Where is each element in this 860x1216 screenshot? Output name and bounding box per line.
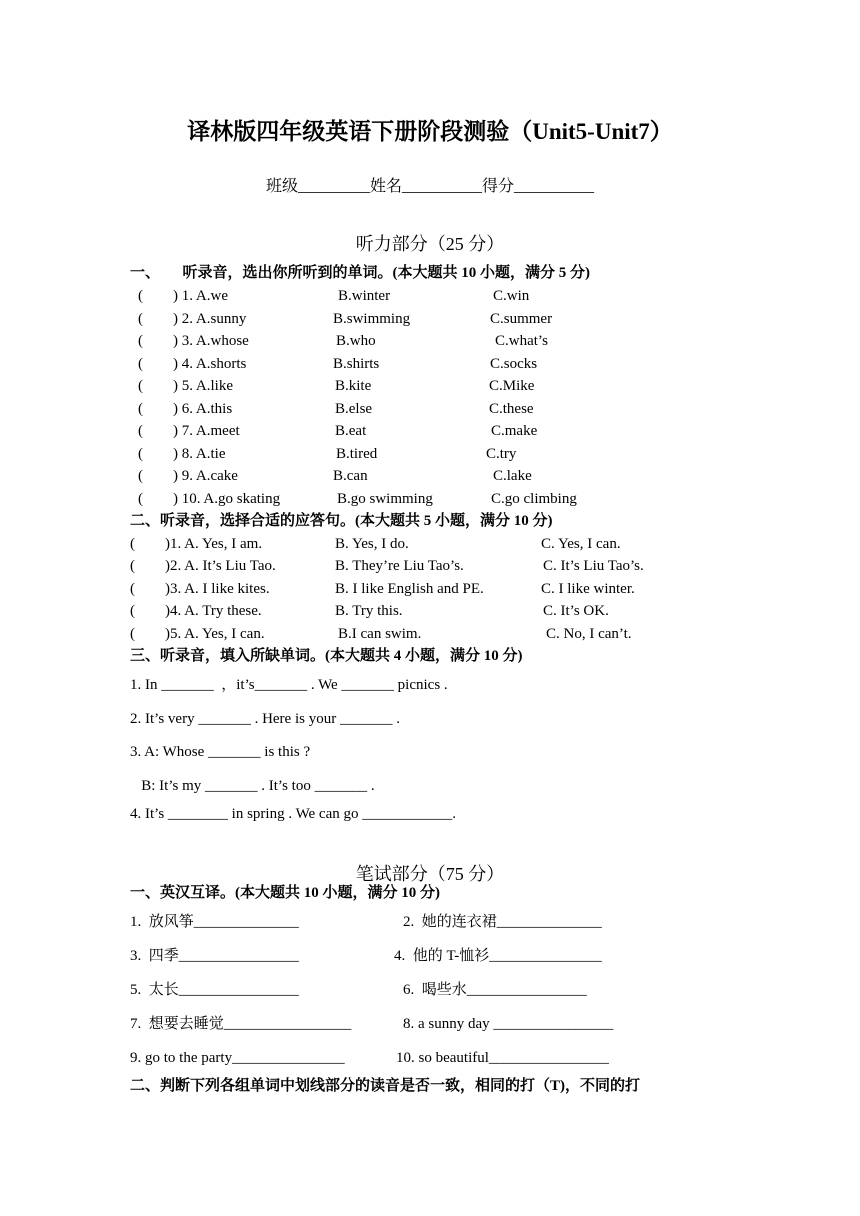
translation-item: 5. 太长________________ xyxy=(130,982,299,998)
translation-item: 10. so beautiful________________ xyxy=(396,1050,609,1066)
question-option-a: ( )3. A. I like kites. xyxy=(130,581,270,597)
question-option-a: ( ) 3. A.whose xyxy=(138,333,249,349)
question-option-a: ( )2. A. It’s Liu Tao. xyxy=(130,558,276,574)
fill-blank-line: B: It’s my _______ . It’s too _______ . xyxy=(130,778,375,794)
question-option-a: ( )5. A. Yes, I can. xyxy=(130,626,265,642)
question-option-b: B.kite xyxy=(335,378,372,394)
fill-blank-line: 1. In _______ ，it’s_______ . We _______ picnics . xyxy=(130,677,448,693)
question-option-b: B.who xyxy=(336,333,376,349)
question-option-c: C.Mike xyxy=(489,378,535,394)
question-option-b: B. They’re Liu Tao’s. xyxy=(335,558,464,574)
fill-blank-line: 4. It’s ________ in spring . We can go ____________. xyxy=(130,806,456,822)
question-option-b: B.tired xyxy=(336,446,378,462)
fill-blank-line: 3. A: Whose _______ is this ? xyxy=(130,744,311,760)
translation-item: 7. 想要去睡觉_________________ xyxy=(130,1016,352,1032)
question-option-b: B. Try this. xyxy=(335,603,403,619)
question-option-a: ( )1. A. Yes, I am. xyxy=(130,536,263,552)
question-option-a: ( )4. A. Try these. xyxy=(130,603,262,619)
question-option-a: ( ) 4. A.shorts xyxy=(138,356,247,372)
fill-blank-line: 2. It’s very _______ . Here is your _______ . xyxy=(130,711,400,727)
question-option-b: B. I like English and PE. xyxy=(335,581,484,597)
question-option-c: C.win xyxy=(493,288,530,304)
listening-part1-heading: 一、 听录音，选出你所听到的单词。(本大题共 10 小题，满分 5 分) xyxy=(130,265,590,281)
question-option-c: C.these xyxy=(489,401,534,417)
question-option-c: C.make xyxy=(491,423,538,439)
listening-part3-heading: 三、听录音，填入所缺单词。(本大题共 4 小题，满分 10 分) xyxy=(130,648,523,664)
question-option-c: C.what’s xyxy=(495,333,548,349)
listening-section-title: 听力部分（25 分） xyxy=(355,234,505,254)
writing-part1-heading: 一、英汉互译。(本大题共 10 小题，满分 10 分) xyxy=(130,885,440,901)
translation-item: 2. 她的连衣裙______________ xyxy=(403,914,602,930)
translation-item: 4. 他的 T-恤衫_______________ xyxy=(394,948,602,964)
question-option-c: C. No, I can’t. xyxy=(546,626,632,642)
translation-item: 6. 喝些水________________ xyxy=(403,982,587,998)
question-option-b: B.can xyxy=(333,468,368,484)
question-option-a: ( ) 9. A.cake xyxy=(138,468,238,484)
question-option-b: B.winter xyxy=(338,288,391,304)
translation-item: 8. a sunny day ________________ xyxy=(403,1016,614,1032)
question-option-a: ( ) 7. A.meet xyxy=(138,423,240,439)
question-option-b: B.swimming xyxy=(333,311,411,327)
question-option-a: ( ) 2. A.sunny xyxy=(138,311,247,327)
question-option-c: C.socks xyxy=(490,356,538,372)
page-title: 译林版四年级英语下册阶段测验（Unit5-Unit7） xyxy=(187,119,673,144)
question-option-c: C. I like winter. xyxy=(541,581,635,597)
question-option-c: C. It’s Liu Tao’s. xyxy=(543,558,644,574)
question-option-c: C.summer xyxy=(490,311,553,327)
writing-part2-heading: 二、判断下列各组单词中划线部分的读音是否一致，相同的打（T)，不同的打 xyxy=(130,1078,641,1094)
question-option-b: B. Yes, I do. xyxy=(335,536,409,552)
question-option-a: ( ) 5. A.like xyxy=(138,378,233,394)
translation-item: 9. go to the party_______________ xyxy=(130,1050,345,1066)
translation-item: 3. 四季________________ xyxy=(130,948,299,964)
translation-item: 1. 放风筝______________ xyxy=(130,914,299,930)
question-option-a: ( ) 1. A.we xyxy=(138,288,228,304)
question-option-b: B.I can swim. xyxy=(338,626,422,642)
writing-section-title: 笔试部分（75 分） xyxy=(355,864,505,884)
listening-part2-heading: 二、听录音，选择合适的应答句。(本大题共 5 小题，满分 10 分) xyxy=(130,513,553,529)
question-option-b: B.else xyxy=(335,401,373,417)
question-option-c: C.try xyxy=(486,446,517,462)
question-option-c: C.lake xyxy=(493,468,532,484)
question-option-a: ( ) 10. A.go skating xyxy=(138,491,281,507)
question-option-c: C.go climbing xyxy=(491,491,577,507)
question-option-b: B.go swimming xyxy=(337,491,433,507)
student-info-line: 班级_________姓名__________得分__________ xyxy=(265,178,594,195)
question-option-b: B.eat xyxy=(335,423,367,439)
question-option-c: C. Yes, I can. xyxy=(541,536,621,552)
question-option-a: ( ) 8. A.tie xyxy=(138,446,226,462)
question-option-c: C. It’s OK. xyxy=(543,603,609,619)
question-option-b: B.shirts xyxy=(333,356,380,372)
question-option-a: ( ) 6. A.this xyxy=(138,401,233,417)
